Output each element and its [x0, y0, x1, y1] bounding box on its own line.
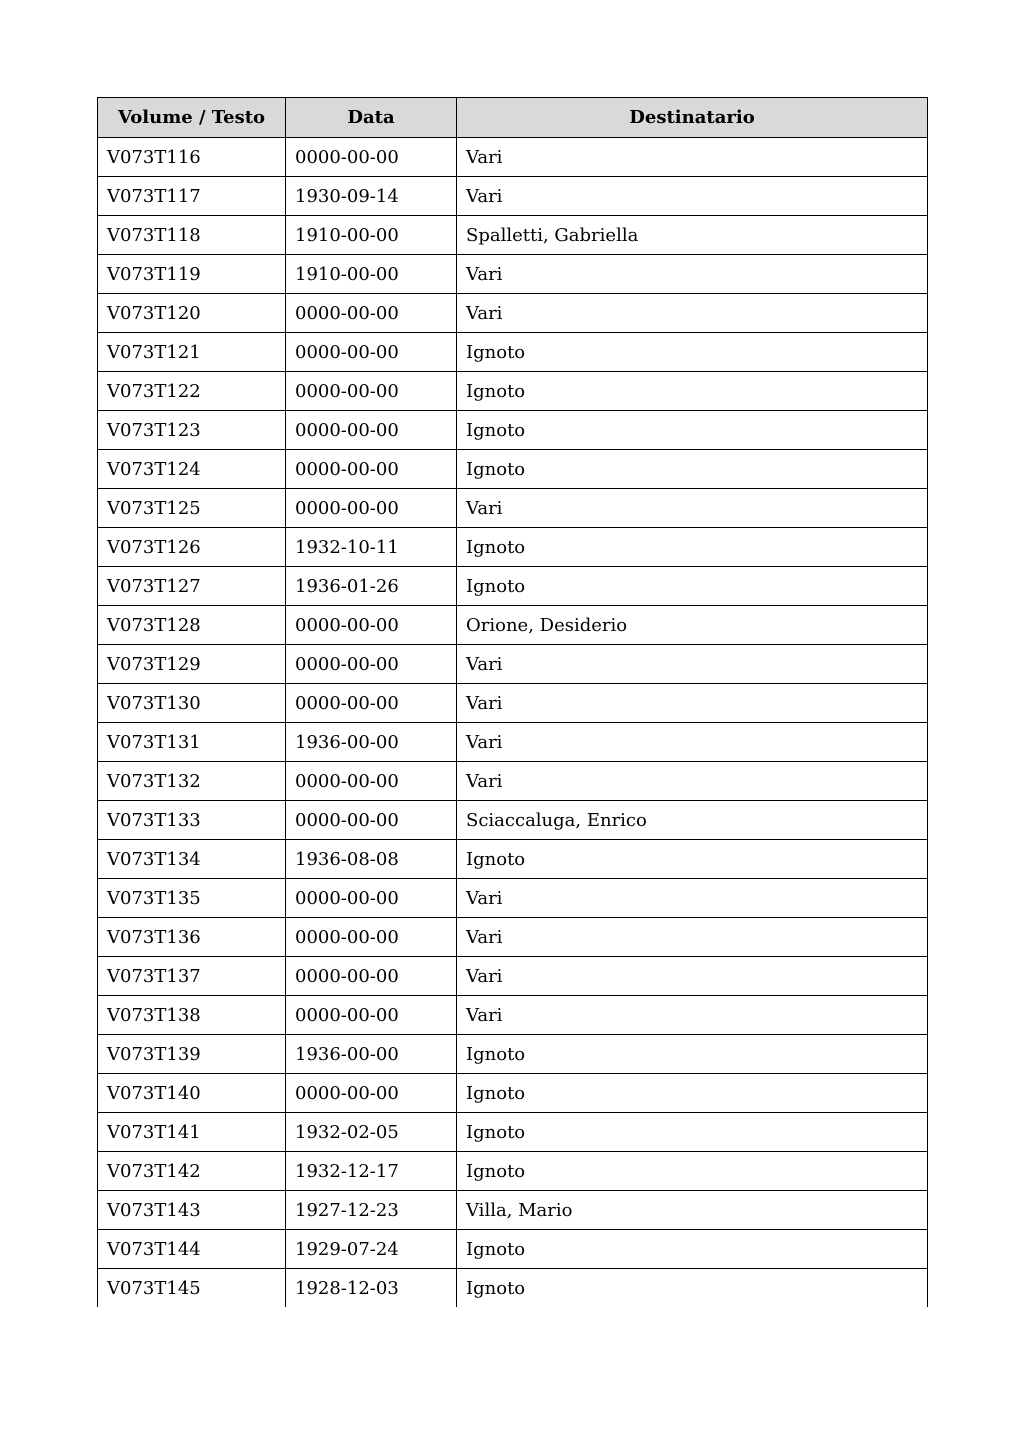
cell-data: 1910-00-00 — [286, 216, 457, 255]
cell-volume-testo: V073T133 — [98, 801, 286, 840]
table-row — [98, 450, 928, 489]
cell-volume-testo: V073T141 — [98, 1113, 286, 1152]
cell-destinatario: Vari — [457, 255, 928, 294]
cell-data: 1936-00-00 — [286, 1035, 457, 1074]
cell-volume-testo: V073T121 — [98, 333, 286, 372]
table-row — [98, 1269, 928, 1308]
header-volume-testo: Volume / Testo — [98, 98, 286, 138]
cell-volume-testo: V073T134 — [98, 840, 286, 879]
cell-data: 1936-08-08 — [286, 840, 457, 879]
cell-data: 0000-00-00 — [286, 372, 457, 411]
cell-destinatario: Vari — [457, 996, 928, 1035]
cell-volume-testo: V073T116 — [98, 138, 286, 177]
cell-destinatario: Ignoto — [457, 1074, 928, 1113]
table-row — [98, 216, 928, 255]
cell-destinatario: Spalletti, Gabriella — [457, 216, 928, 255]
cell-data: 0000-00-00 — [286, 138, 457, 177]
table-row — [98, 1230, 928, 1269]
cell-data: 0000-00-00 — [286, 606, 457, 645]
table-row — [98, 1113, 928, 1152]
cell-volume-testo: V073T123 — [98, 411, 286, 450]
cell-data: 1932-10-11 — [286, 528, 457, 567]
cell-volume-testo: V073T130 — [98, 684, 286, 723]
cell-data: 0000-00-00 — [286, 918, 457, 957]
table-row — [98, 606, 928, 645]
cell-volume-testo: V073T145 — [98, 1269, 286, 1308]
table-row — [98, 255, 928, 294]
cell-data: 0000-00-00 — [286, 762, 457, 801]
cell-data: 1927-12-23 — [286, 1191, 457, 1230]
table-row — [98, 996, 928, 1035]
cell-data: 1928-12-03 — [286, 1269, 457, 1308]
table-row — [98, 918, 928, 957]
cell-data: 0000-00-00 — [286, 294, 457, 333]
cell-data: 0000-00-00 — [286, 996, 457, 1035]
cell-data: 0000-00-00 — [286, 411, 457, 450]
cell-data: 1930-09-14 — [286, 177, 457, 216]
cell-destinatario: Villa, Mario — [457, 1191, 928, 1230]
cell-volume-testo: V073T126 — [98, 528, 286, 567]
cell-data: 0000-00-00 — [286, 801, 457, 840]
table-row — [98, 411, 928, 450]
cell-volume-testo: V073T128 — [98, 606, 286, 645]
cell-destinatario: Ignoto — [457, 567, 928, 606]
letters-table-container — [97, 97, 927, 1307]
cell-volume-testo: V073T137 — [98, 957, 286, 996]
cell-destinatario: Ignoto — [457, 1230, 928, 1269]
cell-destinatario: Vari — [457, 645, 928, 684]
table-row — [98, 840, 928, 879]
cell-volume-testo: V073T135 — [98, 879, 286, 918]
cell-data: 0000-00-00 — [286, 957, 457, 996]
cell-destinatario: Vari — [457, 177, 928, 216]
table-row — [98, 645, 928, 684]
table-body — [98, 138, 928, 1308]
cell-volume-testo: V073T122 — [98, 372, 286, 411]
cell-destinatario: Vari — [457, 762, 928, 801]
table-row — [98, 489, 928, 528]
cell-destinatario: Sciaccaluga, Enrico — [457, 801, 928, 840]
cell-data: 1936-00-00 — [286, 723, 457, 762]
table-row — [98, 138, 928, 177]
cell-volume-testo: V073T117 — [98, 177, 286, 216]
cell-destinatario: Vari — [457, 138, 928, 177]
cell-destinatario: Vari — [457, 489, 928, 528]
cell-destinatario: Vari — [457, 294, 928, 333]
cell-destinatario: Vari — [457, 723, 928, 762]
cell-volume-testo: V073T118 — [98, 216, 286, 255]
cell-destinatario: Ignoto — [457, 372, 928, 411]
cell-destinatario: Ignoto — [457, 450, 928, 489]
table-row — [98, 1191, 928, 1230]
cell-volume-testo: V073T129 — [98, 645, 286, 684]
cell-data: 0000-00-00 — [286, 450, 457, 489]
cell-data: 1932-12-17 — [286, 1152, 457, 1191]
table-row — [98, 801, 928, 840]
table-row — [98, 1074, 928, 1113]
cell-destinatario: Ignoto — [457, 411, 928, 450]
cell-data: 1910-00-00 — [286, 255, 457, 294]
cell-destinatario: Ignoto — [457, 840, 928, 879]
table-row — [98, 762, 928, 801]
cell-destinatario: Ignoto — [457, 1113, 928, 1152]
cell-destinatario: Ignoto — [457, 528, 928, 567]
cell-volume-testo: V073T138 — [98, 996, 286, 1035]
table-row — [98, 684, 928, 723]
table-row — [98, 1152, 928, 1191]
cell-destinatario: Ignoto — [457, 1035, 928, 1074]
cell-data: 0000-00-00 — [286, 1074, 457, 1113]
cell-destinatario: Ignoto — [457, 1152, 928, 1191]
cell-volume-testo: V073T120 — [98, 294, 286, 333]
cell-volume-testo: V073T142 — [98, 1152, 286, 1191]
cell-volume-testo: V073T139 — [98, 1035, 286, 1074]
cell-data: 1929-07-24 — [286, 1230, 457, 1269]
cell-destinatario: Vari — [457, 918, 928, 957]
cell-data: 0000-00-00 — [286, 489, 457, 528]
cell-data: 1932-02-05 — [286, 1113, 457, 1152]
cell-volume-testo: V073T132 — [98, 762, 286, 801]
table-row — [98, 957, 928, 996]
cell-volume-testo: V073T125 — [98, 489, 286, 528]
cell-volume-testo: V073T127 — [98, 567, 286, 606]
cell-volume-testo: V073T140 — [98, 1074, 286, 1113]
letters-table — [97, 97, 928, 1307]
cell-volume-testo: V073T131 — [98, 723, 286, 762]
table-row — [98, 723, 928, 762]
cell-data: 0000-00-00 — [286, 879, 457, 918]
cell-volume-testo: V073T143 — [98, 1191, 286, 1230]
cell-data: 0000-00-00 — [286, 684, 457, 723]
cell-destinatario: Ignoto — [457, 333, 928, 372]
table-row — [98, 528, 928, 567]
cell-volume-testo: V073T144 — [98, 1230, 286, 1269]
cell-data: 1936-01-26 — [286, 567, 457, 606]
table-header-row — [98, 98, 928, 138]
cell-volume-testo: V073T124 — [98, 450, 286, 489]
table-row — [98, 294, 928, 333]
cell-destinatario: Ignoto — [457, 1269, 928, 1308]
cell-destinatario: Orione, Desiderio — [457, 606, 928, 645]
table-row — [98, 567, 928, 606]
header-destinatario: Destinatario — [457, 98, 928, 138]
header-data: Data — [286, 98, 457, 138]
table-row — [98, 1035, 928, 1074]
cell-destinatario: Vari — [457, 957, 928, 996]
cell-destinatario: Vari — [457, 879, 928, 918]
table-row — [98, 333, 928, 372]
cell-volume-testo: V073T136 — [98, 918, 286, 957]
table-row — [98, 177, 928, 216]
cell-volume-testo: V073T119 — [98, 255, 286, 294]
cell-data: 0000-00-00 — [286, 333, 457, 372]
cell-destinatario: Vari — [457, 684, 928, 723]
cell-data: 0000-00-00 — [286, 645, 457, 684]
table-row — [98, 372, 928, 411]
table-row — [98, 879, 928, 918]
